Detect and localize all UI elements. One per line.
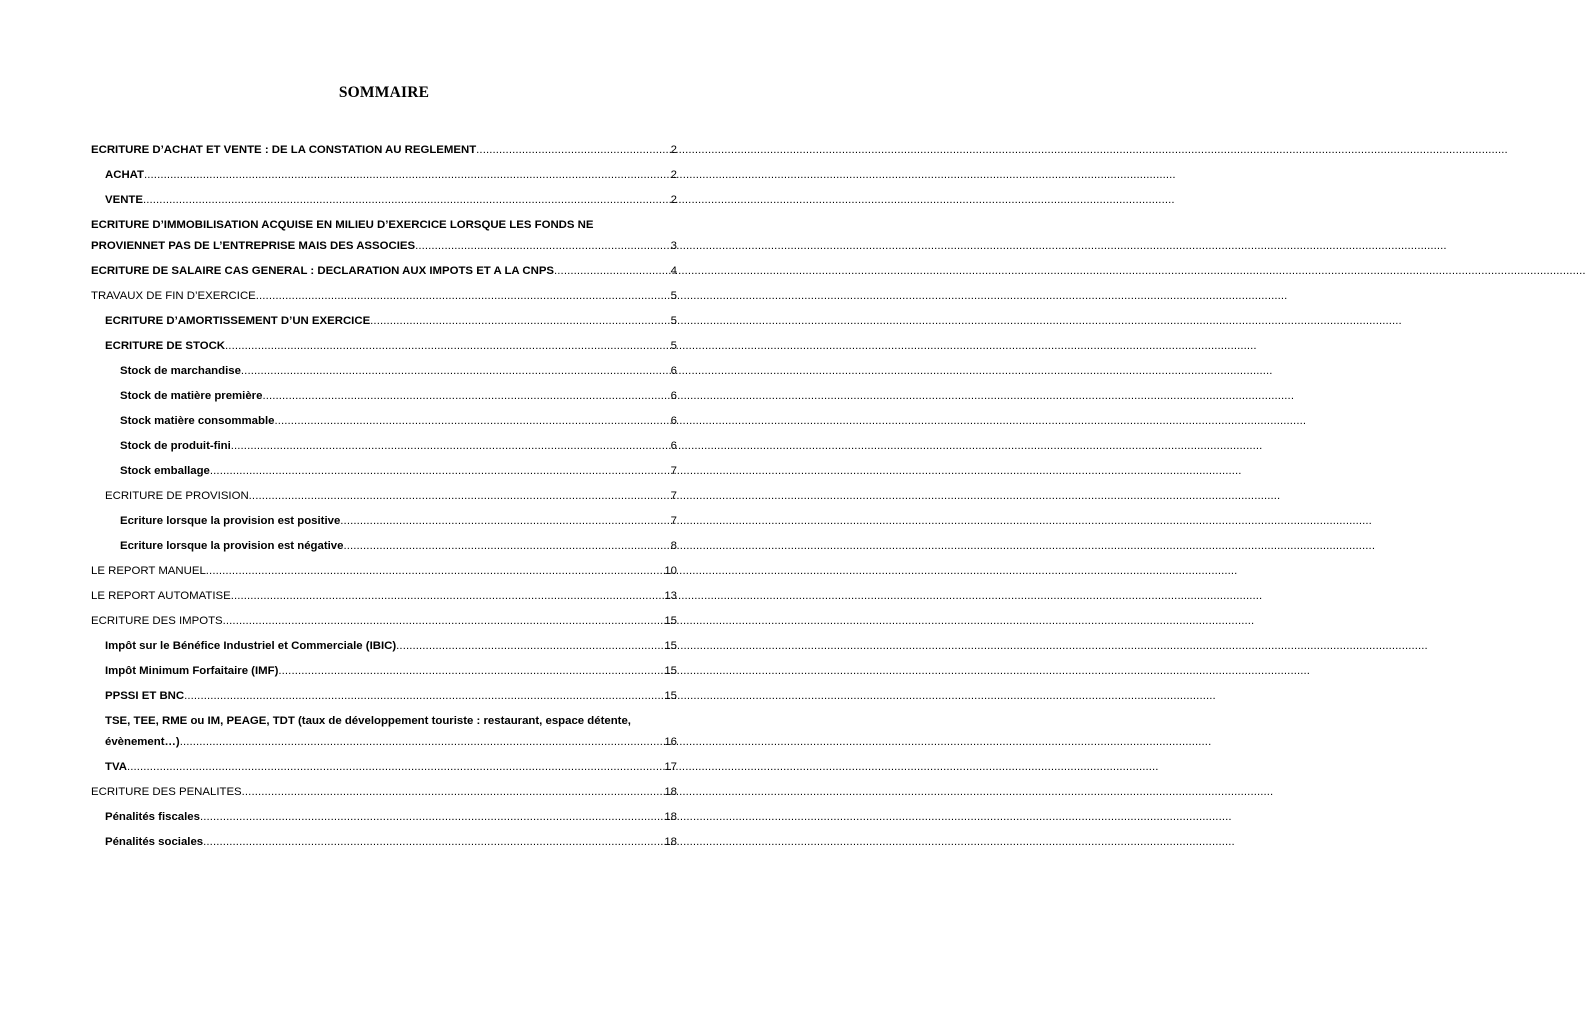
toc-entry bbox=[91, 536, 677, 557]
toc-page-number: 2 bbox=[670, 194, 677, 206]
toc-page-number: 15 bbox=[664, 640, 677, 652]
toc-entry bbox=[91, 165, 677, 186]
toc-entry bbox=[91, 807, 677, 828]
toc-leader-dots bbox=[200, 807, 664, 828]
toc-page-number: 18 bbox=[664, 836, 677, 848]
toc-page-number: 10 bbox=[664, 565, 677, 577]
toc-entry bbox=[91, 782, 677, 803]
toc-entry bbox=[91, 411, 677, 432]
toc-entry bbox=[91, 261, 677, 282]
toc-leader-dots bbox=[180, 732, 665, 753]
toc-entry-text: Stock matière consommable bbox=[120, 415, 275, 427]
toc-entry bbox=[91, 190, 677, 211]
toc-entry-text: Impôt sur le Bénéfice Industriel et Commerciale (IBIC) bbox=[105, 640, 397, 652]
table-of-contents bbox=[91, 140, 677, 857]
page-title: SOMMAIRE bbox=[338, 84, 430, 101]
toc-entry bbox=[91, 686, 677, 707]
toc-entry-text: ECRITURE D’AMORTISSEMENT D’UN EXERCICE bbox=[105, 315, 371, 327]
toc-leader-dots bbox=[256, 286, 671, 307]
document-page bbox=[0, 0, 768, 1024]
toc-entry bbox=[91, 386, 677, 407]
toc-entry-text: Ecriture lorsque la provision est négative bbox=[120, 540, 344, 552]
toc-page-number: 2 bbox=[670, 144, 677, 156]
toc-entry-text: évènement…) bbox=[105, 736, 180, 748]
toc-entry bbox=[91, 311, 677, 332]
toc-leader-dots bbox=[231, 436, 671, 457]
toc-page-number: 7 bbox=[670, 515, 677, 527]
toc-page-number: 15 bbox=[664, 615, 677, 627]
toc-leader-dots bbox=[370, 311, 670, 332]
toc-entry-text: ECRITURE DE PROVISION bbox=[105, 490, 249, 502]
toc-leader-dots bbox=[554, 261, 671, 282]
toc-entry-text: ECRITURE D’ACHAT ET VENTE : DE LA CONSTATION AU REGLEMENT bbox=[91, 144, 477, 156]
toc-entry-text: LE REPORT MANUEL bbox=[91, 565, 206, 577]
toc-entry-text: PROVIENNET PAS DE L’ENTREPRISE MAIS DES ASSOCIES bbox=[91, 240, 416, 252]
toc-leader-dots bbox=[203, 832, 664, 853]
toc-entry-text: ECRITURE DES IMPOTS bbox=[91, 615, 223, 627]
toc-page-number: 18 bbox=[664, 786, 677, 798]
toc-entry-text: TVA bbox=[105, 761, 127, 773]
toc-leader-dots bbox=[231, 586, 665, 607]
toc-leader-dots bbox=[415, 236, 671, 257]
toc-page-number: 8 bbox=[670, 540, 677, 552]
toc-page-number: 7 bbox=[670, 465, 677, 477]
toc-page-number: 2 bbox=[670, 169, 677, 181]
toc-leader-dots bbox=[262, 386, 670, 407]
toc-page-number: 17 bbox=[664, 761, 677, 773]
toc-page-number: 16 bbox=[664, 736, 677, 748]
toc-leader-dots bbox=[242, 782, 665, 803]
toc-entry-text: ECRITURE DE STOCK bbox=[105, 340, 226, 352]
toc-entry-text: Pénalités fiscales bbox=[105, 811, 200, 823]
toc-entry-text: Stock de produit-fini bbox=[120, 440, 231, 452]
toc-leader-dots bbox=[274, 411, 670, 432]
toc-page-number: 15 bbox=[664, 665, 677, 677]
toc-page-number: 5 bbox=[670, 340, 677, 352]
toc-leader-dots bbox=[127, 757, 664, 778]
toc-entry bbox=[91, 611, 677, 632]
toc-page-number: 18 bbox=[664, 811, 677, 823]
toc-entry bbox=[91, 461, 677, 482]
toc-entry-text: Impôt Minimum Forfaitaire (IMF) bbox=[105, 665, 279, 677]
toc-page-number: 4 bbox=[670, 265, 677, 277]
toc-entry bbox=[91, 586, 677, 607]
toc-leader-dots bbox=[210, 461, 671, 482]
toc-page-number: 15 bbox=[664, 690, 677, 702]
toc-entry bbox=[91, 757, 677, 778]
toc-entry-text: PPSSI ET BNC bbox=[105, 690, 185, 702]
toc-entry bbox=[91, 336, 677, 357]
toc-leader-dots bbox=[144, 165, 671, 186]
toc-page-number: 13 bbox=[664, 590, 677, 602]
toc-leader-dots bbox=[184, 686, 664, 707]
toc-entry bbox=[91, 636, 677, 657]
toc-leader-dots bbox=[278, 661, 664, 682]
toc-page-number: 6 bbox=[670, 390, 677, 402]
toc-entry-text: Stock de matière première bbox=[120, 390, 263, 402]
toc-entry-text: LE REPORT AUTOMATISE bbox=[91, 590, 231, 602]
toc-entry-text: ACHAT bbox=[105, 169, 145, 181]
toc-page-number: 6 bbox=[670, 415, 677, 427]
toc-entry bbox=[91, 661, 677, 682]
toc-page-number: 6 bbox=[670, 365, 677, 377]
toc-entry bbox=[91, 140, 677, 161]
toc-leader-dots bbox=[396, 636, 664, 657]
toc-leader-dots bbox=[249, 486, 671, 507]
toc-entry bbox=[91, 215, 677, 257]
toc-entry-text: Ecriture lorsque la provision est positive bbox=[120, 515, 341, 527]
toc-leader-dots bbox=[476, 140, 670, 161]
toc-entry-text: Stock de marchandise bbox=[120, 365, 241, 377]
toc-leader-dots bbox=[241, 361, 671, 382]
toc-entry bbox=[91, 711, 677, 753]
toc-page-number: 5 bbox=[670, 290, 677, 302]
toc-entry-text-line1: ECRITURE D’IMMOBILISATION ACQUISE EN MILIEU D’EXERCICE LORSQUE LES FONDS NE bbox=[91, 219, 594, 231]
toc-page-number: 6 bbox=[670, 440, 677, 452]
toc-page-number: 5 bbox=[670, 315, 677, 327]
toc-entry-text-line1: TSE, TEE, RME ou IM, PEAGE, TDT (taux de développement touriste : restaurant, espace détente, bbox=[105, 715, 631, 727]
toc-entry bbox=[91, 361, 677, 382]
toc-entry-text: ECRITURE DES PENALITES bbox=[91, 786, 242, 798]
toc-leader-dots bbox=[223, 611, 665, 632]
toc-entry-text: Stock emballage bbox=[120, 465, 210, 477]
toc-leader-dots bbox=[225, 336, 671, 357]
toc-leader-dots bbox=[343, 536, 670, 557]
toc-leader-dots bbox=[340, 511, 670, 532]
toc-entry-text: TRAVAUX DE FIN D’EXERCICE bbox=[91, 290, 256, 302]
toc-entry bbox=[91, 286, 677, 307]
toc-entry bbox=[91, 486, 677, 507]
toc-entry bbox=[91, 436, 677, 457]
toc-entry bbox=[91, 832, 677, 853]
toc-entry-text: VENTE bbox=[105, 194, 143, 206]
toc-entry bbox=[91, 561, 677, 582]
toc-leader-dots bbox=[143, 190, 671, 211]
toc-entry-text: Pénalités sociales bbox=[105, 836, 204, 848]
toc-leader-dots bbox=[206, 561, 665, 582]
toc-page-number: 3 bbox=[670, 240, 677, 252]
toc-entry bbox=[91, 511, 677, 532]
toc-page-number: 7 bbox=[670, 490, 677, 502]
toc-entry-text: ECRITURE DE SALAIRE CAS GENERAL : DECLARATION AUX IMPOTS ET A LA CNPS bbox=[91, 265, 555, 277]
